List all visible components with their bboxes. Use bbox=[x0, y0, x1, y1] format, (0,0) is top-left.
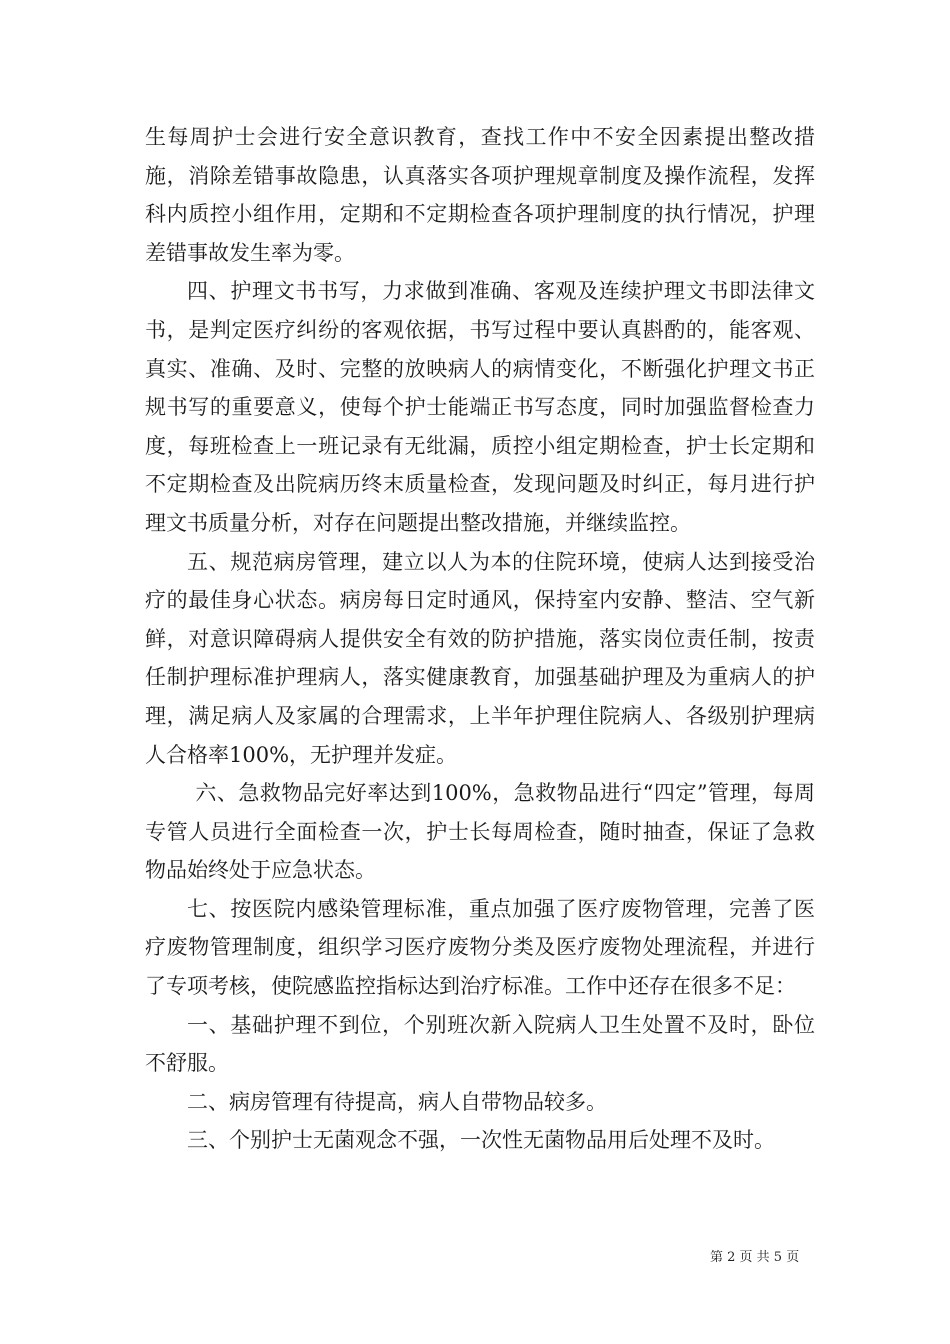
paragraph-ward-management: 五、规范病房管理，建立以人为本的住院环境，使病人达到接受治疗的最佳身心状态。病房每日定时通风，保持室内安静、整洁、空气新鲜，对意识障碍病人提供安全有效的防护措施，落实岗位责任制，按责任制护理标准护理病人，落实健康教育，加强基础护理及为重病人的护理，满足病人及家属的合理需求，上半年护理住院病人、各级别护理病人合格率100%，无护理并发症。 bbox=[145, 549, 815, 767]
document-body bbox=[145, 118, 815, 1160]
paragraph-shortcoming-3: 三、个别护士无菌观念不强，一次性无菌物品用后处理不及时。 bbox=[187, 1128, 775, 1153]
page-number-footer: 第 2 页 共 5 页 bbox=[710, 1250, 800, 1265]
paragraph-nursing-documents: 四、护理文书书写，力求做到准确、客观及连续护理文书即法律文书，是判定医疗纠纷的客观依据，书写过程中要认真斟酌的，能客观、真实、准确、及时、完整的放映病人的病情变化，不断强化护理文书正规书写的重要意义，使每个护士能端正书写态度，同时加强监督检查力度，每班检查上一班记录有无纰漏，质控小组定期检查，护士长定期和不定期检查及出院病历终末质量检查，发现问题及时纠正，每月进行护理文书质量分析，对存在问题提出整改措施，并继续监控。 bbox=[145, 279, 815, 535]
paragraph-shortcoming-2: 二、病房管理有待提高，病人自带物品较多。 bbox=[187, 1089, 607, 1114]
paragraph-infection-control: 七、按医院内感染管理标准，重点加强了医疗废物管理，完善了医疗废物管理制度，组织学习医疗废物分类及医疗废物处理流程，并进行了专项考核，使院感监控指标达到治疗标准。工作中还存在很多不足： bbox=[145, 896, 815, 999]
paragraph-shortcoming-1: 一、基础护理不到位，个别班次新入院病人卫生处置不及时，卧位不舒服。 bbox=[145, 1012, 815, 1076]
paragraph-emergency-supplies: 六、急救物品完好率达到100%，急救物品进行“四定”管理，每周专管人员进行全面检查一次，护士长每周检查，随时抽查，保证了急救物品始终处于应急状态。 bbox=[145, 781, 815, 883]
paragraph-continuation: 生每周护士会进行安全意识教育，查找工作中不安全因素提出整改措施，消除差错事故隐患，认真落实各项护理规章制度及操作流程，发挥科内质控小组作用，定期和不定期检查各项护理制度的执行情况，护理差错事故发生率为零。 bbox=[145, 125, 815, 265]
